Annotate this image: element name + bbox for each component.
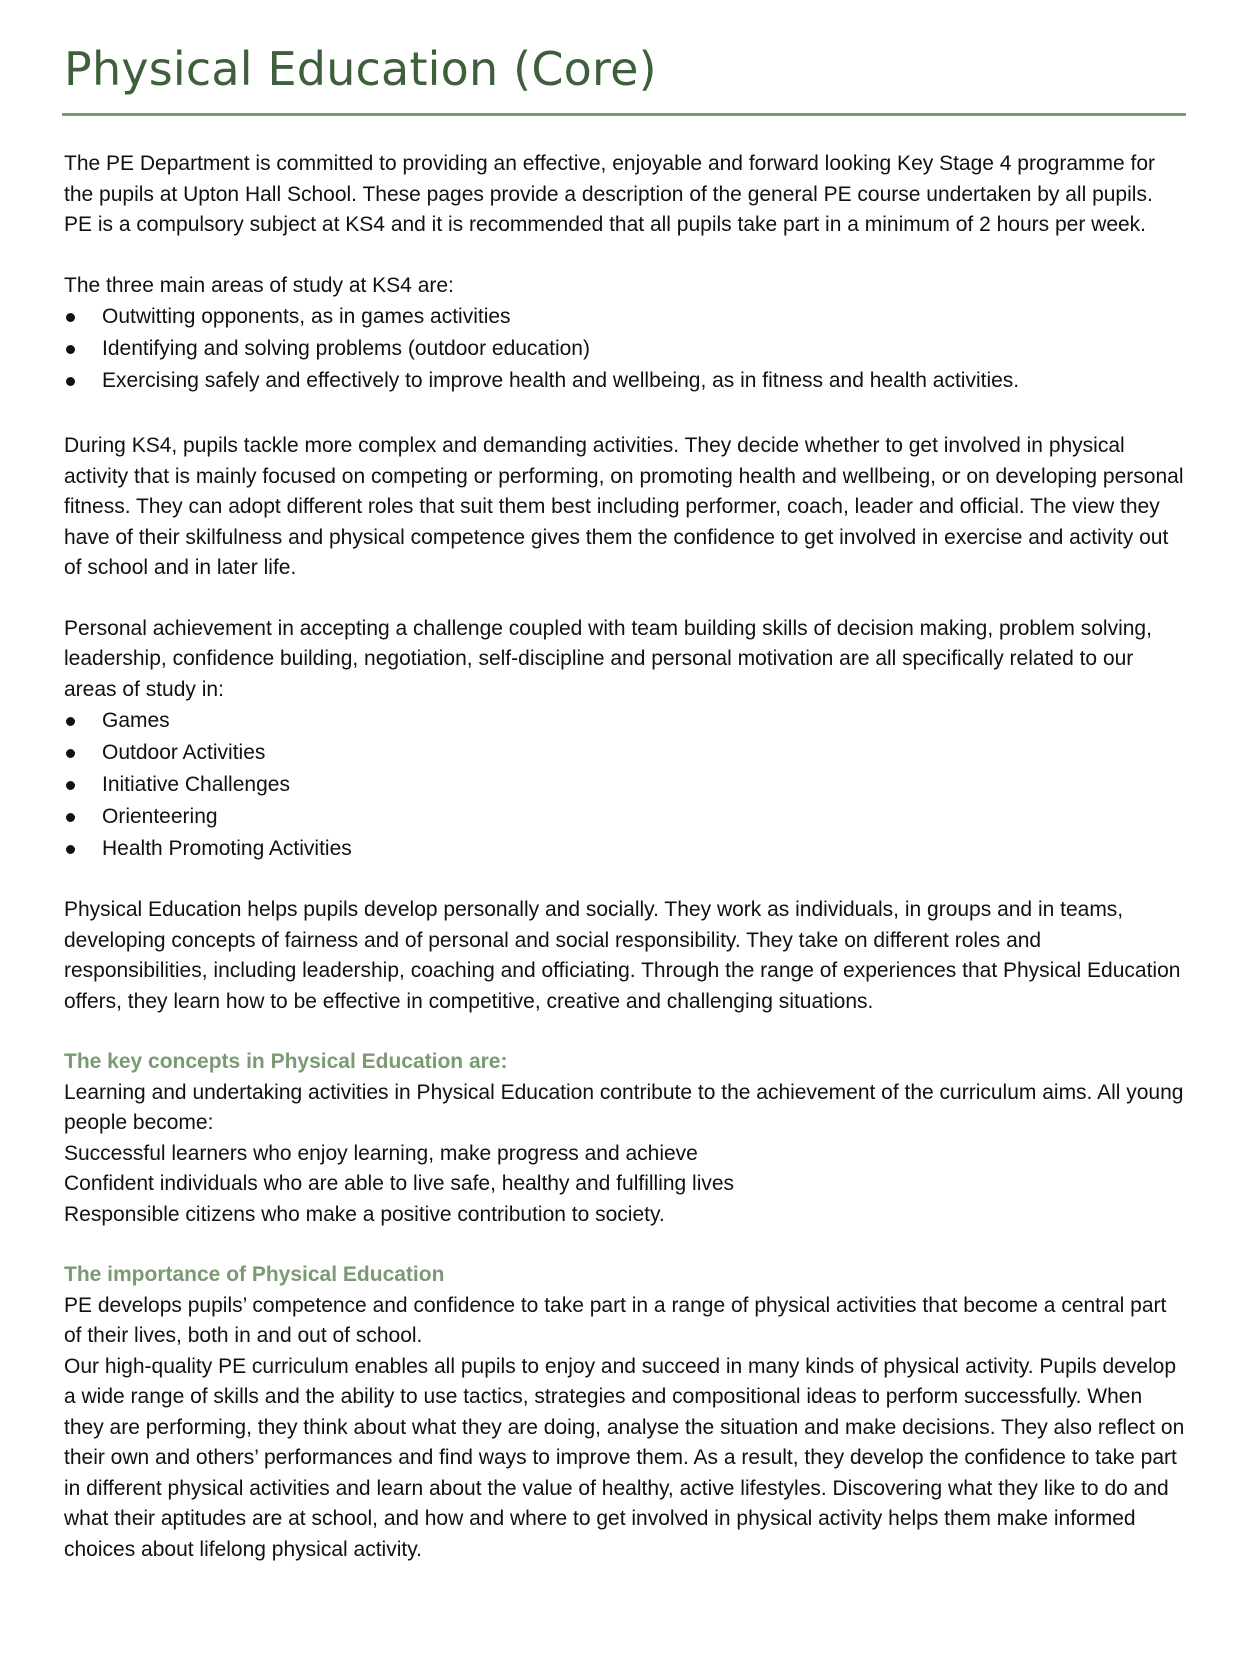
document-body — [64, 149, 1186, 1565]
importance-paragraph: Our high-quality PE curriculum enables all pupils to enjoy and succeed in many kinds of physical activity. Pupils develop a wide range of skills and the ability to use tactics, strategies and compositional ideas to perform successfully. When they are performing, they think about what they are doing, analyse the situation and make decisions. They also reflect on their own and others’ performances and find ways to improve them. As a result, they develop the confidence to take part in different physical activities and learn about the value of healthy, active lifestyles. Discovering what they like to do and what their aptitudes are at school, and how and where to get involved in physical activity helps them make informed choices about lifelong physical activity. — [64, 1354, 1185, 1561]
importance-heading: The importance of Physical Education — [64, 1263, 445, 1286]
key-concept-line: Responsible citizens who make a positive contribution to society. — [64, 1202, 665, 1226]
bullet-icon — [66, 377, 75, 386]
spacer — [64, 397, 1186, 431]
list-item-text: Identifying and solving problems (outdoor education) — [102, 337, 590, 360]
key-concept-line: Successful learners who enjoy learning, make progress and achieve — [64, 1141, 698, 1165]
importance-paragraph: PE develops pupils’ competence and confidence to take part in a range of physical activities that become a central part of their lives, both in and out of school. — [64, 1293, 1167, 1347]
spacer — [64, 1230, 1186, 1260]
study-areas-list — [64, 705, 1186, 865]
bullet-icon — [66, 313, 75, 322]
list-item — [64, 769, 1186, 801]
intro-paragraph: The PE Department is committed to providing an effective, enjoyable and forward looking Key Stage 4 programme for the pupils at Upton Hall School. These pages provide a description of the general PE course undertaken by all pupils. PE is a compulsory subject at KS4 and it is recommended that all pupils take part in a minimum of 2 hours per week. — [64, 152, 1156, 236]
page-title: Physical Education (Core) — [64, 42, 657, 96]
list-item — [64, 737, 1186, 769]
social-paragraph: Physical Education helps pupils develop personally and socially. They work as individuals, in groups and in teams, developing concepts of fairness and of personal and social responsibility. They take on different roles and responsibilities, including leadership, coaching and officiating. Through the range of experiences that Physical Education offers, they learn how to be effective in competitive, creative and challenging situations. — [64, 898, 1181, 1013]
list-item — [64, 833, 1186, 865]
title-divider — [62, 113, 1186, 116]
document-page — [64, 36, 1186, 1565]
areas-intro: The three main areas of study at KS4 are: — [64, 273, 454, 297]
spacer — [64, 1017, 1186, 1047]
list-item — [64, 365, 1186, 397]
list-item — [64, 333, 1186, 365]
spacer — [64, 584, 1186, 614]
bullet-icon — [66, 845, 75, 854]
bullet-icon — [66, 781, 75, 790]
bullet-icon — [66, 717, 75, 726]
areas-list — [64, 301, 1186, 397]
key-concepts-heading: The key concepts in Physical Education are: — [64, 1050, 508, 1073]
list-item-text: Health Promoting Activities — [102, 837, 352, 860]
list-item-text: Outdoor Activities — [102, 741, 266, 764]
spacer — [64, 241, 1186, 271]
key-concept-line: Confident individuals who are able to live safe, healthy and fulfilling lives — [64, 1172, 735, 1195]
list-item-text: Initiative Challenges — [102, 773, 290, 796]
ks4-paragraph: During KS4, pupils tackle more complex and demanding activities. They decide whether to get involved in physical activity that is mainly focused on competing or performing, on promoting health and wellbeing, or on developing personal fitness. They can adopt different roles that suit them best including performer, coach, leader and official. The view they have of their skilfulness and physical competence gives them the confidence to get involved in exercise and activity out of school and in later life. — [64, 434, 1184, 579]
list-item — [64, 801, 1186, 833]
list-item-text: Outwitting opponents, as in games activities — [102, 305, 511, 328]
list-item — [64, 301, 1186, 333]
bullet-icon — [66, 749, 75, 758]
key-concepts-intro: Learning and undertaking activities in Physical Education contribute to the achievement of the curriculum aims. All young people become: — [64, 1080, 1184, 1134]
bullet-icon — [66, 345, 75, 354]
list-item-text: Exercising safely and effectively to improve health and wellbeing, as in fitness and health activities. — [102, 369, 1020, 392]
list-item-text: Orienteering — [102, 805, 218, 828]
spacer — [64, 865, 1186, 895]
bullet-icon — [66, 813, 75, 822]
list-item — [64, 705, 1186, 737]
list-item-text: Games — [102, 709, 170, 732]
achievement-paragraph: Personal achievement in accepting a challenge coupled with team building skills of decision making, problem solving, leadership, confidence building, negotiation, self-discipline and personal motivation are all specifically related to our areas of study in: — [64, 616, 1152, 701]
